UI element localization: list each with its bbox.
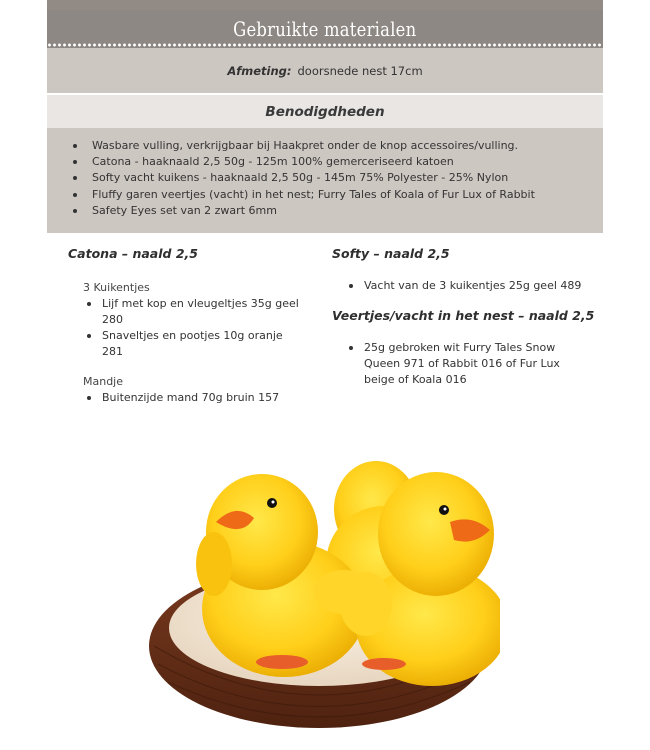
requirements-box <box>47 128 603 233</box>
chicks-list <box>84 296 300 360</box>
product-photo <box>144 414 500 744</box>
requirements-list <box>73 138 535 219</box>
veertjes-heading: Veertjes/vacht in het nest – naald 2,5 <box>332 308 595 323</box>
chicks-label: 3 Kuikentjes <box>83 281 150 294</box>
requirements-heading: Benodigdheden <box>265 103 385 120</box>
list-item: Lijf met kop en vleugeltjes 35g geel 280 <box>84 296 300 328</box>
requirement-item: Safety Eyes set van 2 zwart 6mm <box>73 203 535 219</box>
list-item: Buitenzijde mand 70g bruin 157 <box>84 390 318 406</box>
softy-list <box>346 278 602 294</box>
page-title: Gebruikte materialen <box>233 17 417 41</box>
basket-label: Mandje <box>83 375 124 388</box>
size-band <box>47 48 603 93</box>
veertjes-list <box>346 340 578 388</box>
document-page <box>47 0 603 750</box>
catona-section <box>68 244 318 406</box>
basket-list <box>84 390 318 406</box>
size-value: doorsnede nest 17cm <box>297 63 423 78</box>
requirement-item: Softy vacht kuikens - haaknaald 2,5 50g - 145m 75% Polyester - 25% Nylon <box>73 170 535 186</box>
top-strip <box>47 0 603 10</box>
requirement-item: Fluffy garen veertjes (vacht) in het nest; Furry Tales of Koala of Fur Lux of Rabbit <box>73 187 535 203</box>
size-label: Afmeting: <box>227 63 292 78</box>
list-item: 25g gebroken wit Furry Tales Snow Queen 971 of Rabbit 016 of Fur Lux beige of Koala 016 <box>346 340 578 388</box>
requirement-item: Wasbare vulling, verkrijgbaar bij Haakpret onder de knop accessoires/vulling. <box>73 138 535 154</box>
list-item: Vacht van de 3 kuikentjes 25g geel 489 <box>346 278 602 294</box>
catona-heading: Catona – naald 2,5 <box>68 246 198 261</box>
requirements-heading-band <box>47 95 603 128</box>
requirement-item: Catona - haaknaald 2,5 50g - 125m 100% gemerceriseerd katoen <box>73 154 535 170</box>
softy-section <box>332 244 602 388</box>
softy-heading: Softy – naald 2,5 <box>332 246 450 261</box>
list-item: Snaveltjes en pootjes 10g oranje 281 <box>84 328 300 360</box>
